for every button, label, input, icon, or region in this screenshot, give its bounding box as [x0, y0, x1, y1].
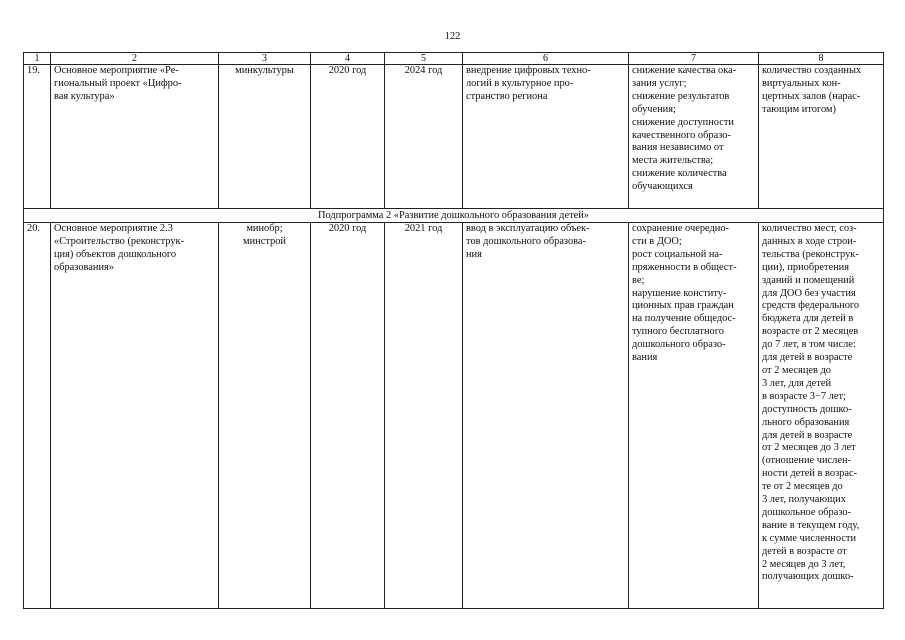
- table-row: [24, 65, 884, 209]
- subprogram-row: [24, 209, 884, 223]
- column-numbers-row: [24, 53, 884, 65]
- event-name: Основное мероприятие 2.3 «Строительство (реконструк- ция) объектов дошкольного образования»: [51, 223, 219, 609]
- expected-result: внедрение цифровых техно- логий в культурное про- странство региона: [463, 65, 629, 209]
- subprogram-title: Подпрограмма 2 «Развитие дошкольного образования детей»: [24, 209, 884, 223]
- col-header: 8: [759, 53, 884, 65]
- indicator: количество созданных виртуальных кон- цертных залов (нарас- тающим итогом): [759, 65, 884, 209]
- executor: минкультуры: [219, 65, 311, 209]
- col-header: 7: [629, 53, 759, 65]
- col-header: 4: [311, 53, 385, 65]
- non-implementation-consequences: сохранение очередно- сти в ДОО; рост социальной на- пряженности в общест- ве; нарушение конститу- ционных прав граждан на получение общедос- тупного бесплатного дошкольного образо- вания: [629, 223, 759, 609]
- indicator: количество мест, соз- данных в ходе строи- тельства (реконструк- ции), приобретения зданий и помещений для ДОО без участия средств федерального бюджета для детей в возрасте от 2 месяцев до 7 лет, в том числе: для детей в возрасте от 2 месяцев до 3 лет, для детей в возрасте 3−7 лет; доступность дошко- льного образования для детей в возрасте от 2 месяцев до 3 лет (отношение числен- ности детей в возрас- те от 2 месяцев до 3 лет, получающих дошкольное образо- вание в текущем году, к сумме численности детей в возрасте от 2 месяцев до 3 лет, получающих дошко-: [759, 223, 884, 609]
- end-year: 2024 год: [385, 65, 463, 209]
- row-number: 19.: [24, 65, 51, 209]
- executor: минобр; минстрой: [219, 223, 311, 609]
- col-header: 6: [463, 53, 629, 65]
- col-header: 2: [51, 53, 219, 65]
- col-header: 3: [219, 53, 311, 65]
- page-number: 122: [444, 31, 461, 42]
- end-year: 2021 год: [385, 223, 463, 609]
- start-year: 2020 год: [311, 223, 385, 609]
- col-header: 5: [385, 53, 463, 65]
- non-implementation-consequences: снижение качества ока- зания услуг; снижение результатов обучения; снижение доступности качественного образо- вания независимо от места жительства; снижение количества обучающихся: [629, 65, 759, 209]
- start-year: 2020 год: [311, 65, 385, 209]
- expected-result: ввод в эксплуатацию объек- тов дошкольного образова- ния: [463, 223, 629, 609]
- measures-table: [23, 52, 884, 609]
- col-header: 1: [24, 53, 51, 65]
- table-row: [24, 223, 884, 609]
- event-name: Основное мероприятие «Ре- гиональный проект «Цифро- вая культура»: [51, 65, 219, 209]
- row-number: 20.: [24, 223, 51, 609]
